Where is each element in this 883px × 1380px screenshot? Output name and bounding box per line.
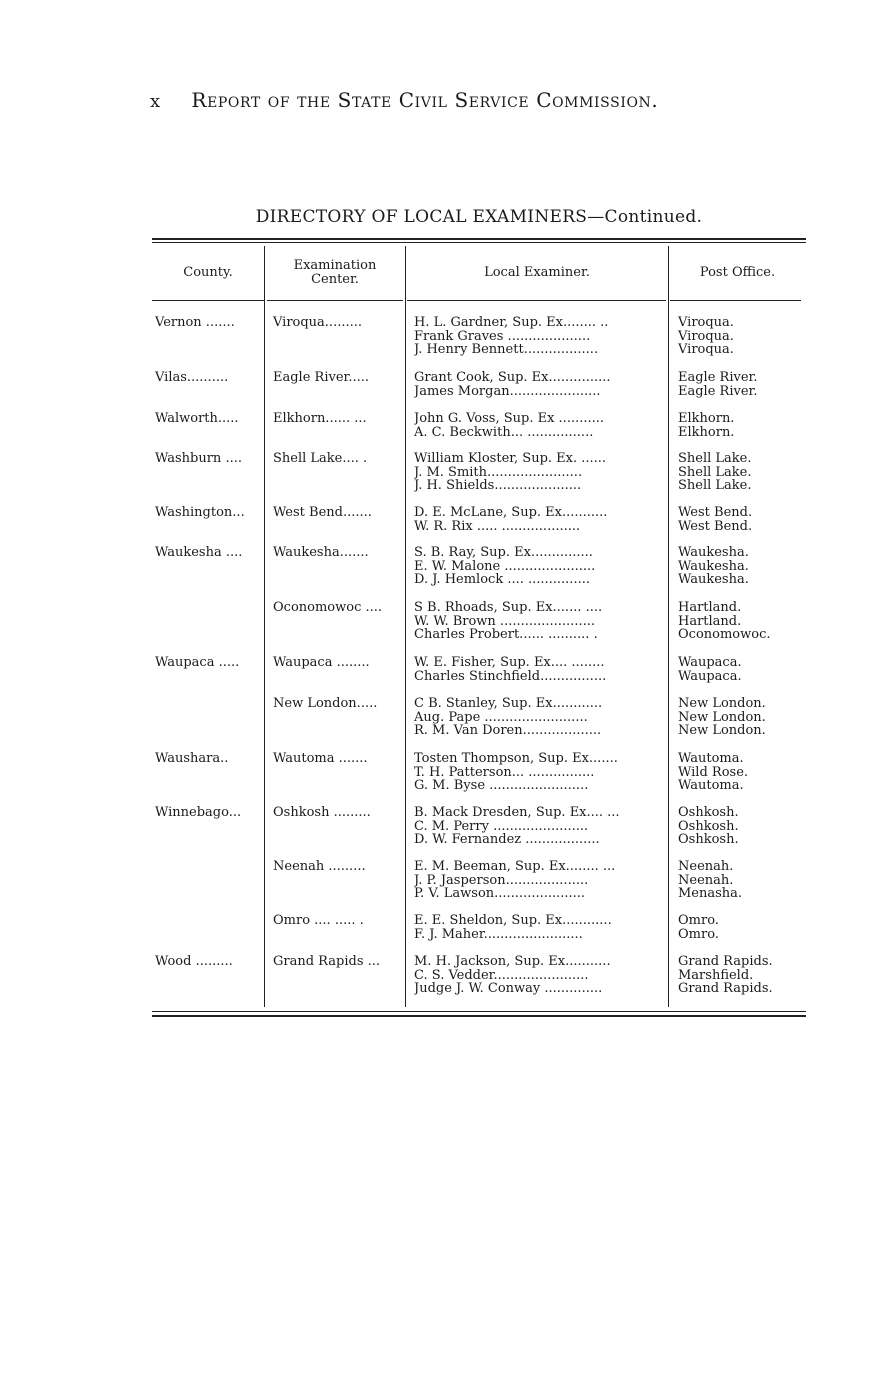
column-header-post-label: Post Office.: [699, 265, 776, 280]
local-examiner-cell: [414, 452, 664, 493]
post-office-cell: [678, 601, 803, 642]
county-cell: [155, 546, 261, 560]
examination-center-cell: [273, 601, 403, 615]
post-office-cell-line: Shell Lake.: [678, 452, 752, 466]
local-examiner-cell-line: Grant Cook, Sup. Ex...............: [414, 371, 611, 385]
column-header-examiner-label: Local Examiner.: [484, 265, 590, 280]
county-cell-line: Walworth.....: [155, 412, 239, 426]
post-office-cell-line: Grand Rapids.: [678, 981, 773, 996]
examination-center-cell-line: Shell Lake.... .: [273, 452, 368, 466]
post-office-cell-line: Hartland.: [678, 601, 742, 615]
local-examiner-cell-line: Aug. Pape .........................: [414, 709, 588, 725]
post-office-cell-line: Oshkosh.: [678, 806, 739, 820]
local-examiner-cell: [414, 656, 664, 683]
county-cell: [155, 752, 261, 766]
local-examiner-cell: [414, 371, 664, 398]
local-examiner-cell-line: Charles Stinchfield................: [414, 668, 607, 683]
local-examiner-cell-line: D. J. Hemlock .... ...............: [414, 572, 590, 587]
directory-title: DIRECTORY OF LOCAL EXAMINERS—Continued.: [255, 207, 703, 227]
post-office-cell-line: Viroqua.: [678, 342, 734, 357]
post-office-cell-line: New London.: [678, 709, 766, 725]
examination-center-cell: [273, 656, 403, 670]
post-office-cell: [678, 752, 803, 793]
local-examiner-cell-line: Charles Probert...... .......... .: [414, 627, 598, 642]
local-examiner-cell-line: W. E. Fisher, Sup. Ex.... ........: [414, 656, 605, 670]
examination-center-cell-line: Neenah .........: [273, 860, 366, 874]
local-examiner-cell-line: W. R. Rix ..... ...................: [414, 518, 581, 533]
local-examiner-cell-line: Frank Graves ....................: [414, 328, 591, 344]
examination-center-cell-line: Grand Rapids ...: [273, 955, 381, 969]
examination-center-cell-line: Waupaca ........: [273, 656, 370, 670]
local-examiner-cell-line: E. W. Malone ......................: [414, 558, 596, 574]
post-office-cell: [678, 452, 803, 493]
local-examiner-cell-line: M. H. Jackson, Sup. Ex...........: [414, 955, 611, 969]
county-cell-line: Washburn ....: [155, 452, 242, 466]
examination-center-cell-line: Waukesha.......: [273, 546, 369, 560]
local-examiner-cell-line: P. V. Lawson......................: [414, 886, 586, 901]
post-office-cell-line: Elkhorn.: [678, 424, 735, 439]
local-examiner-cell-line: Judge J. W. Conway ..............: [414, 981, 603, 996]
examination-center-cell: [273, 506, 403, 520]
post-office-cell-line: Eagle River.: [678, 383, 758, 398]
post-office-cell-line: Waukesha.: [678, 546, 749, 560]
column-header-county-label: County.: [183, 265, 233, 280]
local-examiner-cell: [414, 955, 664, 996]
county-cell-line: Washington...: [155, 506, 245, 520]
local-examiner-cell: [414, 506, 664, 533]
post-office-cell: [678, 697, 803, 738]
county-cell-line: Waushara..: [155, 752, 229, 766]
local-examiner-cell-line: C. S. Vedder.......................: [414, 967, 589, 983]
county-cell: [155, 316, 261, 330]
local-examiner-cell: [414, 860, 664, 901]
local-examiner-cell-line: F. J. Maher........................: [414, 926, 583, 941]
local-examiner-cell-line: E. E. Sheldon, Sup. Ex............: [414, 914, 612, 928]
county-cell-line: Waupaca .....: [155, 656, 240, 670]
table-bottom-rule: [152, 1015, 806, 1017]
local-examiner-cell-line: J. H. Shields.....................: [414, 478, 582, 493]
county-cell-line: Vernon .......: [155, 316, 235, 330]
post-office-cell: [678, 860, 803, 901]
local-examiner-cell-line: E. M. Beeman, Sup. Ex........ ...: [414, 860, 616, 874]
local-examiner-cell: [414, 316, 664, 357]
examination-center-cell: [273, 752, 403, 766]
post-office-cell-line: West Bend.: [678, 518, 753, 533]
county-cell: [155, 806, 261, 820]
post-office-cell-line: Waupaca.: [678, 656, 742, 670]
local-examiner-cell-line: G. M. Byse ........................: [414, 778, 589, 793]
county-cell: [155, 412, 261, 426]
post-office-cell-line: Neenah.: [678, 860, 734, 874]
post-office-cell-line: Viroqua.: [678, 328, 734, 344]
post-office-cell-line: Oconomowoc.: [678, 627, 771, 642]
examination-center-cell-line: Eagle River.....: [273, 371, 369, 385]
local-examiner-cell-line: C. M. Perry .......................: [414, 818, 589, 834]
local-examiner-cell-line: J. P. Jasperson....................: [414, 872, 589, 888]
examination-center-cell: [273, 371, 403, 385]
post-office-cell: [678, 806, 803, 847]
post-office-cell: [678, 506, 803, 533]
post-office-cell: [678, 546, 803, 587]
examination-center-cell: [273, 412, 403, 426]
post-office-cell-line: Shell Lake.: [678, 478, 752, 493]
local-examiner-cell-line: D. E. McLane, Sup. Ex...........: [414, 506, 608, 520]
examination-center-cell: [273, 316, 403, 330]
local-examiner-cell-line: James Morgan......................: [414, 383, 601, 398]
examination-center-cell: [273, 806, 403, 820]
examination-center-cell-line: Viroqua.........: [273, 316, 362, 330]
examination-center-cell-line: New London.....: [273, 697, 378, 711]
post-office-cell: [678, 371, 803, 398]
county-cell-line: Waukesha ....: [155, 546, 243, 560]
post-office-cell-line: Waukesha.: [678, 558, 749, 574]
post-office-cell-line: Menasha.: [678, 886, 743, 901]
local-examiner-cell-line: R. M. Van Doren...................: [414, 723, 602, 738]
post-office-cell: [678, 412, 803, 439]
running-header-text: Report of the State Civil Service Commission.: [191, 88, 659, 112]
post-office-cell-line: Hartland.: [678, 613, 742, 629]
county-cell: [155, 452, 261, 466]
post-office-cell-line: Oshkosh.: [678, 832, 739, 847]
post-office-cell-line: Wautoma.: [678, 778, 744, 793]
local-examiner-cell-line: John G. Voss, Sup. Ex ...........: [414, 412, 605, 426]
county-cell: [155, 656, 261, 670]
examination-center-cell: [273, 546, 403, 560]
post-office-cell: [678, 656, 803, 683]
local-examiner-cell-line: C B. Stanley, Sup. Ex............: [414, 697, 603, 711]
post-office-cell-line: Neenah.: [678, 872, 734, 888]
post-office-cell-line: Waupaca.: [678, 668, 742, 683]
local-examiner-cell-line: S. B. Ray, Sup. Ex...............: [414, 546, 593, 560]
local-examiner-cell-line: S B. Rhoads, Sup. Ex....... ....: [414, 601, 603, 615]
examination-center-cell-line: West Bend.......: [273, 506, 372, 520]
post-office-cell: [678, 914, 803, 941]
local-examiner-cell: [414, 752, 664, 793]
local-examiner-cell-line: J. Henry Bennett..................: [414, 342, 599, 357]
local-examiner-cell-line: William Kloster, Sup. Ex. ......: [414, 452, 607, 466]
column-header-center-line1: Examination: [293, 258, 377, 273]
examination-center-cell: [273, 697, 403, 711]
table-bottom-rule-inner: [152, 1011, 806, 1012]
post-office-cell-line: Omro.: [678, 926, 719, 941]
post-office-cell-line: New London.: [678, 723, 766, 738]
local-examiner-cell-line: B. Mack Dresden, Sup. Ex.... ...: [414, 806, 620, 820]
local-examiner-cell: [414, 601, 664, 642]
local-examiner-cell: [414, 697, 664, 738]
post-office-cell-line: Shell Lake.: [678, 464, 752, 480]
post-office-cell: [678, 316, 803, 357]
post-office-cell-line: New London.: [678, 697, 766, 711]
county-cell: [155, 506, 261, 520]
county-cell-line: Vilas..........: [155, 371, 229, 385]
examination-center-cell-line: Elkhorn...... ...: [273, 412, 367, 426]
post-office-cell-line: Viroqua.: [678, 316, 734, 330]
post-office-cell-line: Wautoma.: [678, 752, 744, 766]
county-cell-line: Wood .........: [155, 955, 233, 969]
post-office-cell-line: Wild Rose.: [678, 764, 749, 780]
post-office-cell-line: West Bend.: [678, 506, 753, 520]
examination-center-cell: [273, 914, 403, 928]
post-office-cell-line: Oshkosh.: [678, 818, 739, 834]
local-examiner-cell: [414, 914, 664, 941]
local-examiner-cell: [414, 412, 664, 439]
post-office-cell: [678, 955, 803, 996]
local-examiner-cell-line: W. W. Brown .......................: [414, 613, 595, 629]
post-office-cell-line: Elkhorn.: [678, 412, 735, 426]
column-header-center-line2: Center.: [311, 272, 359, 287]
post-office-cell-line: Eagle River.: [678, 371, 758, 385]
local-examiner-cell-line: H. L. Gardner, Sup. Ex........ ..: [414, 316, 609, 330]
examination-center-cell-line: Oshkosh .........: [273, 806, 371, 820]
local-examiner-cell-line: J. M. Smith.......................: [414, 464, 583, 480]
county-cell: [155, 955, 261, 969]
county-cell-line: Winnebago...: [155, 806, 242, 820]
examination-center-cell: [273, 860, 403, 874]
local-examiner-cell: [414, 546, 664, 587]
post-office-cell-line: Marshfield.: [678, 967, 754, 983]
examination-center-cell-line: Wautoma .......: [273, 752, 368, 766]
post-office-cell-line: Grand Rapids.: [678, 955, 773, 969]
post-office-cell-line: Omro.: [678, 914, 719, 928]
examination-center-cell-line: Omro .... ..... .: [273, 914, 364, 928]
examination-center-cell: [273, 955, 403, 969]
local-examiner-cell-line: Tosten Thompson, Sup. Ex.......: [414, 752, 618, 766]
examination-center-cell-line: Oconomowoc ....: [273, 601, 383, 615]
post-office-cell-line: Waukesha.: [678, 572, 749, 587]
local-examiner-cell-line: A. C. Beckwith... ................: [414, 424, 594, 439]
page-folio: x: [150, 91, 161, 112]
local-examiner-cell-line: D. W. Fernandez ..................: [414, 832, 600, 847]
examination-center-cell: [273, 452, 403, 466]
local-examiner-cell: [414, 806, 664, 847]
local-examiner-cell-line: T. H. Patterson... ................: [414, 764, 595, 780]
county-cell: [155, 371, 261, 385]
